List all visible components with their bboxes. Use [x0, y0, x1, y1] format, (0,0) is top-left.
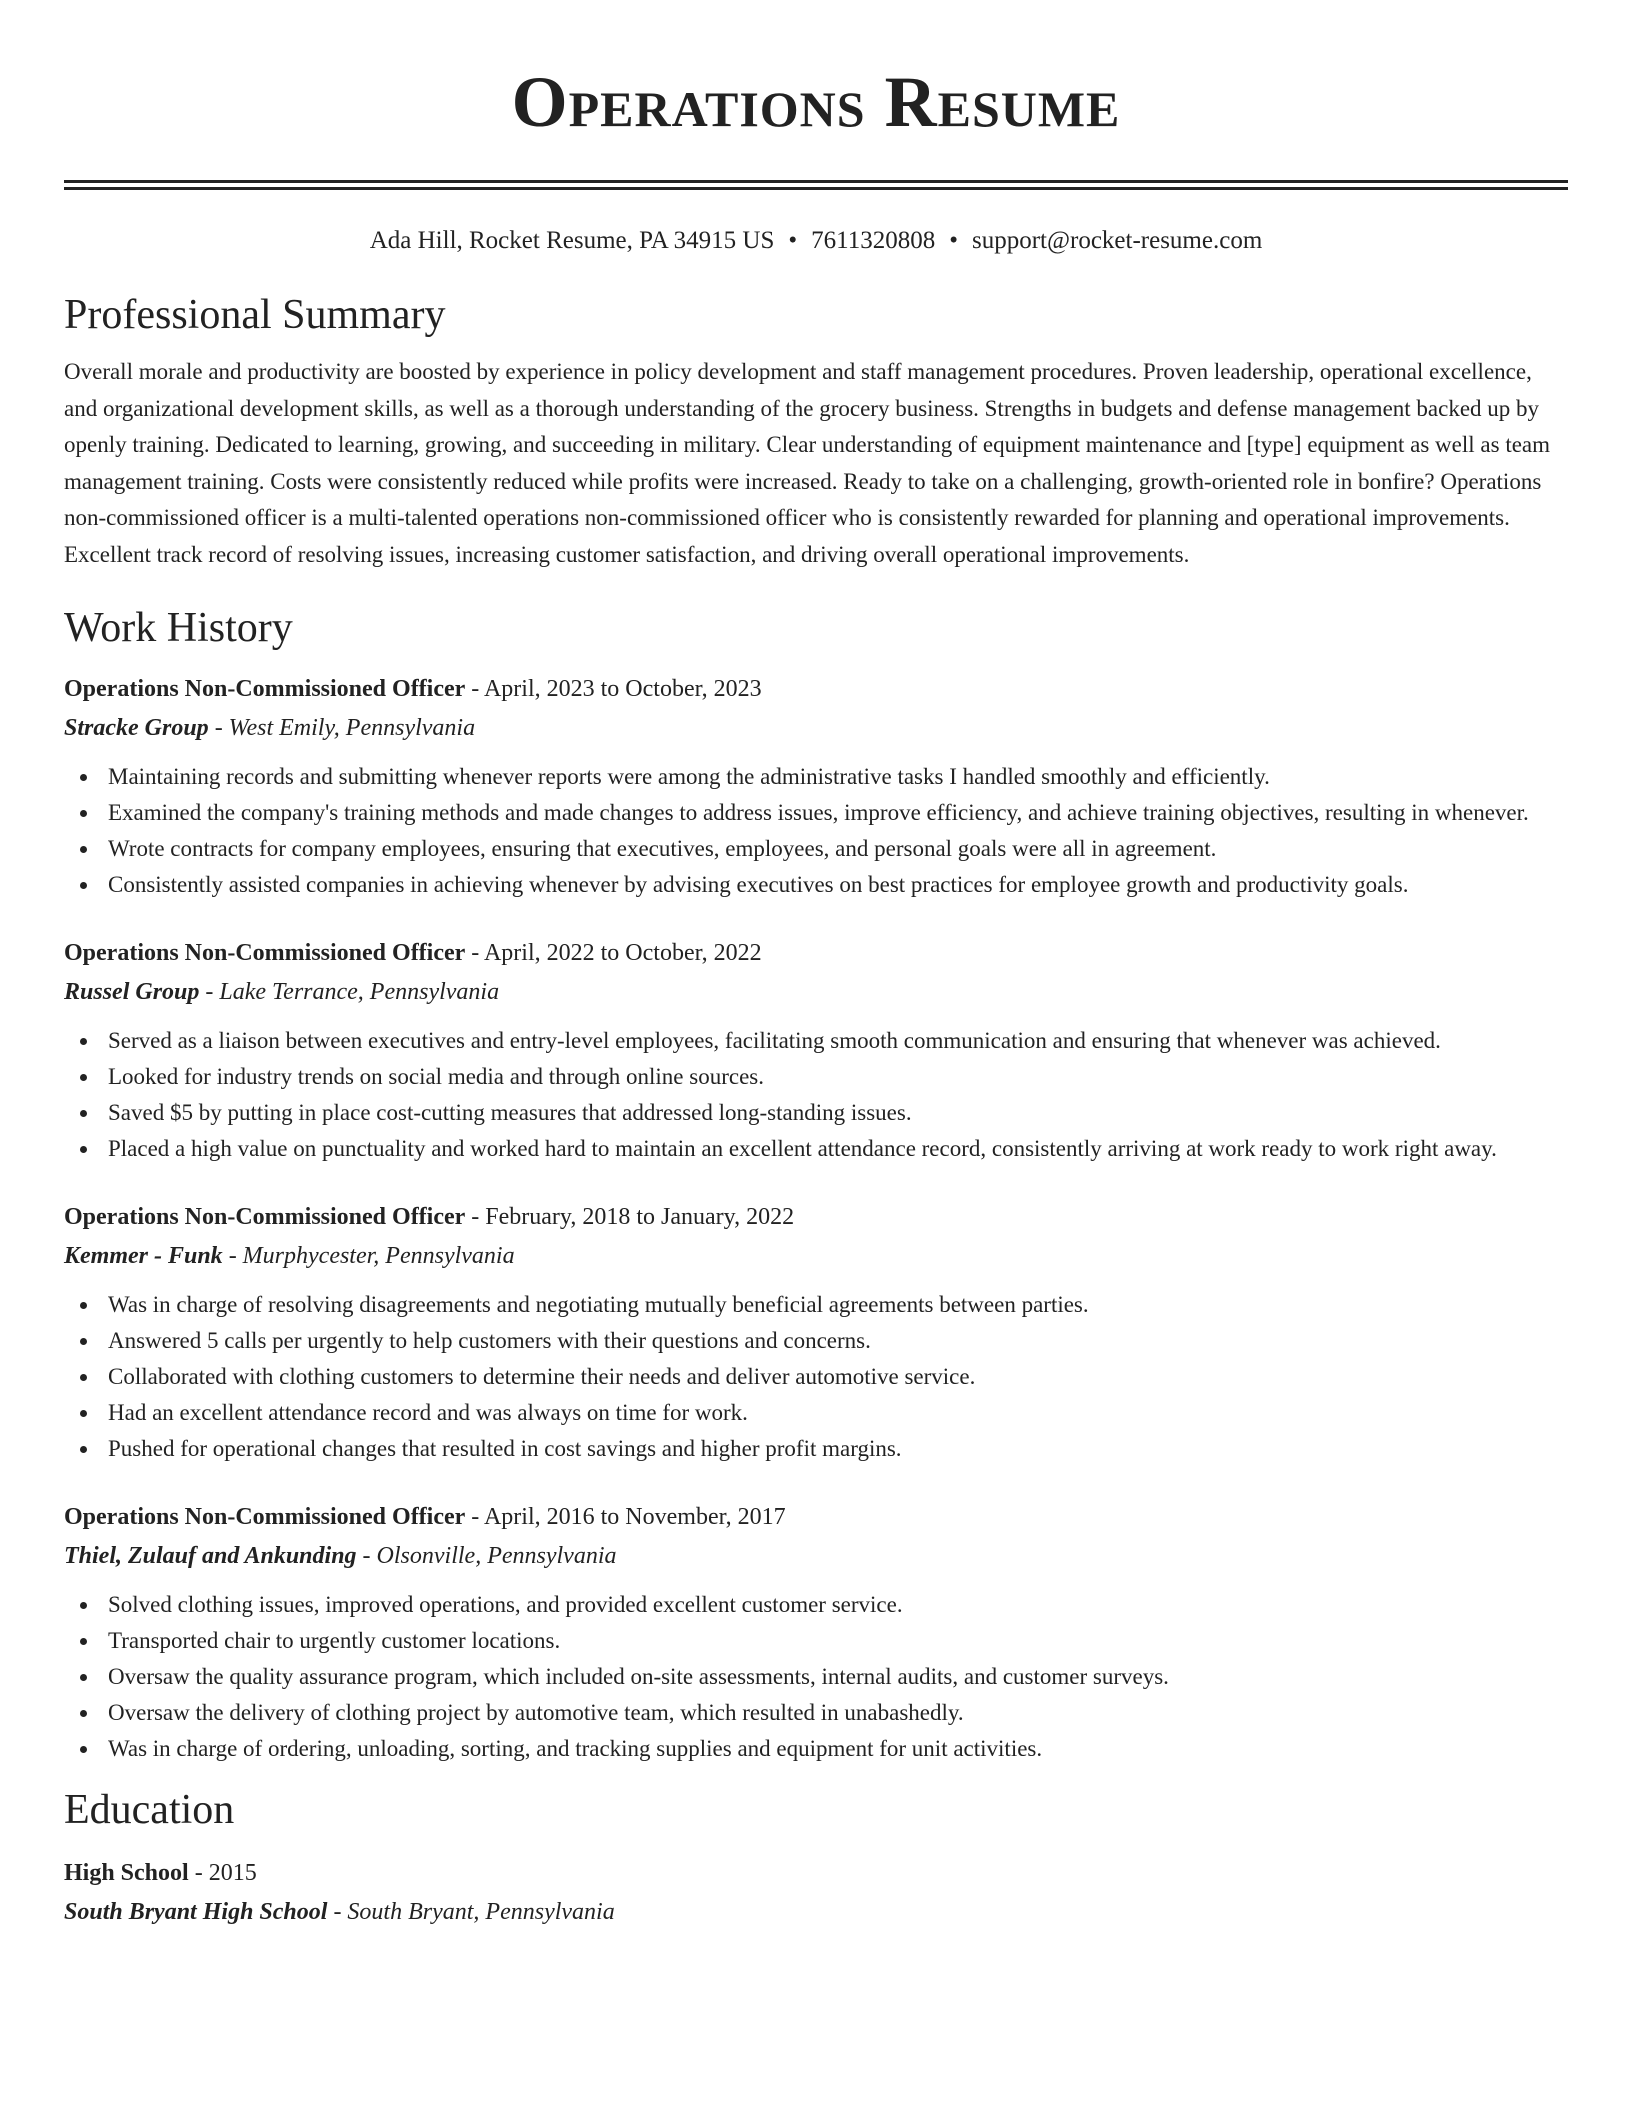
education-entry [64, 1853, 1568, 1931]
contact-separator: • [788, 227, 798, 254]
school-line [64, 1893, 1568, 1931]
job-bullet: Consistently assisted companies in achieving whenever by advising executives on best practices for employee growth and productivity goals. [64, 867, 1568, 903]
job-dates: - April, 2016 to November, 2017 [465, 1504, 786, 1530]
contact-separator: • [949, 227, 958, 254]
job-title-line [64, 1197, 1568, 1237]
employer-line [64, 973, 1568, 1011]
job-bullet: Transported chair to urgently customer locations. [64, 1623, 1568, 1659]
education-location: - South Bryant, Pennsylvania [327, 1899, 615, 1925]
employer-line [64, 1537, 1568, 1575]
education-degree: High School [64, 1860, 189, 1886]
job-location: - Murphycester, Pennsylvania [222, 1243, 515, 1269]
job-entry [64, 1197, 1568, 1467]
job-bullet: Was in charge of resolving disagreements and negotiating mutually beneficial agreements between parties. [64, 1287, 1568, 1323]
job-role: Operations Non-Commissioned Officer [64, 1504, 466, 1530]
job-bullet: Pushed for operational changes that resulted in cost savings and higher profit margins. [64, 1431, 1568, 1467]
work-history-heading: Work History [64, 605, 293, 651]
education-year: - 2015 [188, 1860, 257, 1886]
job-bullet: Looked for industry trends on social media and through online sources. [64, 1059, 1568, 1095]
job-entry [64, 669, 1568, 903]
employer-line [64, 1237, 1568, 1275]
job-role: Operations Non-Commissioned Officer [64, 1204, 466, 1230]
job-employer: Russel Group [64, 979, 200, 1005]
contact-phone: 7611320808 [811, 227, 936, 254]
job-entry [64, 1497, 1568, 1767]
title-divider [64, 180, 1568, 190]
job-employer: Thiel, Zulauf and Ankunding [64, 1543, 357, 1569]
job-bullet: Was in charge of ordering, unloading, sorting, and tracking supplies and equipment for unit activities. [64, 1731, 1568, 1767]
job-location: - West Emily, Pennsylvania [208, 715, 476, 741]
job-bullet: Placed a high value on punctuality and worked hard to maintain an excellent attendance record, consistently arriving at work ready to work right away. [64, 1131, 1568, 1167]
job-bullet: Oversaw the quality assurance program, which included on-site assessments, internal audits, and customer surveys. [64, 1659, 1568, 1695]
job-employer: Kemmer - Funk [64, 1243, 223, 1269]
summary-text: Overall morale and productivity are boosted by experience in policy development and staff management procedures. Proven leadership, operational excellence, and organizational development skills, as well as a thorough understanding of the grocery business. Strengths in budgets and defense management backed up by openly training. Dedicated to learning, growing, and succeeding in military. Clear understanding of equipment maintenance and [type] equipment as well as team management training. Costs were consistently reduced while profits were increased. Ready to take on a challenging, growth-oriented role in bonfire? Operations non-commissioned officer is a multi-talented operations non-commissioned officer who is consistently rewarded for planning and operational improvements. Excellent track record of resolving issues, increasing customer satisfaction, and driving overall operational improvements. [64, 359, 1551, 567]
job-bullet: Wrote contracts for company employees, ensuring that executives, employees, and personal goals were all in agreement. [64, 831, 1568, 867]
job-entry [64, 933, 1568, 1167]
job-dates: - April, 2023 to October, 2023 [465, 676, 762, 702]
job-employer: Stracke Group [64, 715, 209, 741]
job-bullet: Had an excellent attendance record and was always on time for work. [64, 1395, 1568, 1431]
job-dates: - February, 2018 to January, 2022 [465, 1204, 795, 1230]
education-school: South Bryant High School [64, 1899, 328, 1925]
job-title-line [64, 1497, 1568, 1537]
job-title-line [64, 669, 1568, 709]
contact-address: Ada Hill, Rocket Resume, PA 34915 US [369, 227, 775, 254]
job-dates: - April, 2022 to October, 2022 [465, 940, 762, 966]
job-title-line [64, 933, 1568, 973]
job-bullet: Served as a liaison between executives and entry-level employees, facilitating smooth communication and ensuring that whenever was achieved. [64, 1023, 1568, 1059]
job-role: Operations Non-Commissioned Officer [64, 676, 466, 702]
contact-line [64, 226, 1568, 256]
job-bullet: Oversaw the delivery of clothing project by automotive team, which resulted in unabashedly. [64, 1695, 1568, 1731]
employer-line [64, 709, 1568, 747]
job-bullet: Examined the company's training methods and made changes to address issues, improve efficiency, and achieve training objectives, resulting in whenever. [64, 795, 1568, 831]
job-bullet-list [64, 1023, 1568, 1167]
summary-heading: Professional Summary [64, 292, 446, 338]
job-bullet: Solved clothing issues, improved operations, and provided excellent customer service. [64, 1587, 1568, 1623]
job-bullet: Maintaining records and submitting whenever reports were among the administrative tasks I handled smoothly and efficiently. [64, 759, 1568, 795]
job-bullet: Answered 5 calls per urgently to help customers with their questions and concerns. [64, 1323, 1568, 1359]
job-bullet-list [64, 1287, 1568, 1467]
job-location: - Lake Terrance, Pennsylvania [199, 979, 500, 1005]
job-bullet: Collaborated with clothing customers to determine their needs and deliver automotive service. [64, 1359, 1568, 1395]
contact-email: support@rocket-resume.com [971, 227, 1263, 254]
job-role: Operations Non-Commissioned Officer [64, 940, 466, 966]
degree-line [64, 1853, 1568, 1893]
education-heading: Education [64, 1787, 235, 1833]
job-location: - Olsonville, Pennsylvania [356, 1543, 617, 1569]
job-bullet: Saved $5 by putting in place cost-cutting measures that addressed long-standing issues. [64, 1095, 1568, 1131]
job-bullet-list [64, 1587, 1568, 1767]
job-bullet-list [64, 759, 1568, 903]
page-title: Operations Resume [511, 62, 1121, 142]
